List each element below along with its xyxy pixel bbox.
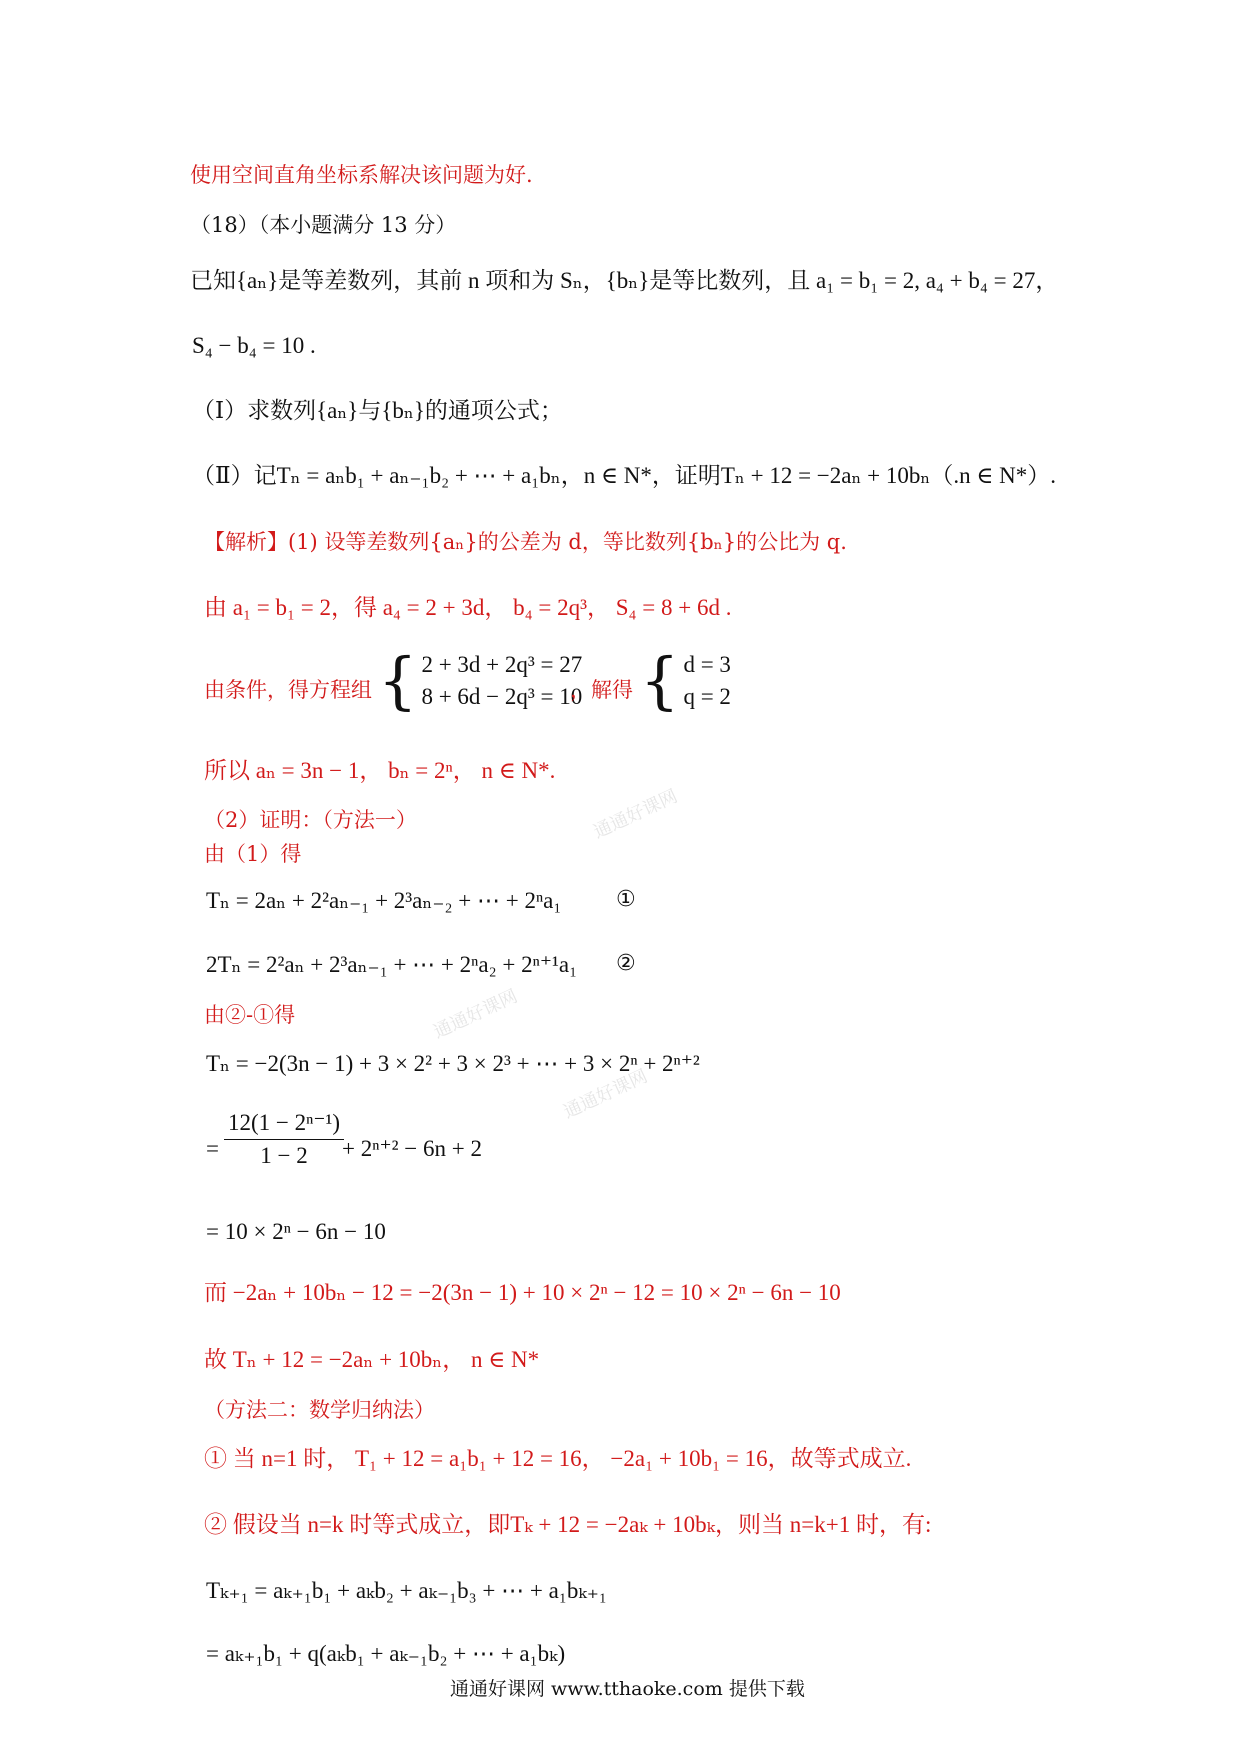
footer: 通通好课网 www.tthaoke.com 提供下载 [450, 1678, 805, 1700]
proof-from1: 由（1）得 [204, 842, 302, 866]
equation-2-mark: ② [616, 951, 636, 976]
fraction-denominator: 1 − 2 [260, 1143, 308, 1168]
left-brace-icon: { [640, 644, 680, 717]
equation-system-1 [378, 644, 583, 717]
left-brace-icon: { [378, 644, 418, 717]
solution-step1: 由 a₁ = b₁ = 2，得 a₄ = 2 + 3d， b₄ = 2q³， S₄ = 8 + 6d . [204, 595, 732, 620]
induction-case2: ② 假设当 n=k 时等式成立，即Tₖ + 12 = −2aₖ + 10bₖ，则当 n=k+1 时，有: [204, 1512, 932, 1537]
system1-equation: 2 + 3d + 2q³ = 27 [421, 652, 583, 677]
equation-2: 2Tₙ = 2²aₙ + 2³aₙ₋₁ + ⋯ + 2ⁿa₂ + 2ⁿ⁺¹a₁ [206, 952, 578, 977]
problem-part1: （Ⅰ）求数列{aₙ}与{bₙ}的通项公式； [192, 398, 563, 423]
equation-4-prefix: = [206, 1136, 219, 1161]
solution-step2-solve: ，解得 [570, 678, 633, 702]
equation-5: = 10 × 2ⁿ − 6n − 10 [206, 1219, 386, 1244]
induction-case1: ① 当 n=1 时， T₁ + 12 = a₁b₁ + 12 = 16， −2a₁ + 10b₁ = 16，故等式成立. [204, 1446, 912, 1471]
solution-step2-label: 由条件，得方程组 [204, 678, 372, 702]
equation-7: 故 Tₙ + 12 = −2aₙ + 10bₙ， n ∈ N* [204, 1347, 540, 1372]
equation-6: 而 −2aₙ + 10bₙ − 12 = −2(3n − 1) + 10 × 2ⁿ − 12 = 10 × 2ⁿ − 6n − 10 [204, 1280, 841, 1305]
equation-4-rest: + 2ⁿ⁺² − 6n + 2 [342, 1136, 482, 1161]
problem-part2: （Ⅱ）记Tₙ = aₙb₁ + aₙ₋₁b₂ + ⋯ + a₁bₙ，n ∈ N*，证明Tₙ + 12 = −2aₙ + 10bₙ（.n ∈ N*）. [192, 463, 1056, 488]
system2-equation: d = 3 [683, 652, 731, 677]
system1-equation: 8 + 6d − 2q³ = 10 [421, 684, 583, 709]
equation-system-2 [640, 644, 731, 717]
problem-statement-line2: S₄ − b₄ = 10 . [192, 333, 316, 358]
method2-heading: （方法二：数学归纳法） [204, 1398, 435, 1422]
system2-equation: q = 2 [683, 684, 731, 709]
fraction [224, 1110, 344, 1169]
equation-9: = aₖ₊₁b₁ + q(aₖb₁ + aₖ₋₁b₂ + ⋯ + a₁bₖ) [206, 1641, 566, 1666]
equation-8: Tₖ₊₁ = aₖ₊₁b₁ + aₖb₂ + aₖ₋₁b₃ + ⋯ + a₁bₖ₊₁ [206, 1578, 607, 1603]
problem-statement-line1: 已知{aₙ}是等差数列，其前 n 项和为 Sₙ，{bₙ}是等比数列，且 a₁ = b₁ = 2, a₄ + b₄ = 27， [190, 268, 1059, 293]
equation-1-mark: ① [616, 887, 636, 912]
watermark: 通通好课网 [430, 985, 521, 1042]
subtract-note: 由②-①得 [204, 1003, 296, 1027]
solution-step3: 所以 aₙ = 3n − 1， bₙ = 2ⁿ， n ∈ N*. [204, 758, 556, 783]
equation-3: Tₙ = −2(3n − 1) + 3 × 2² + 3 × 2³ + ⋯ + 3 × 2ⁿ + 2ⁿ⁺² [206, 1051, 700, 1076]
problem-header: （18）（本小题满分 13 分） [190, 213, 457, 237]
watermark: 通通好课网 [590, 785, 681, 842]
fraction-numerator: 12(1 − 2ⁿ⁻¹) [224, 1110, 344, 1140]
solution-analysis: 【解析】(1) 设等差数列{aₙ}的公差为 d，等比数列{bₙ}的公比为 q. [204, 530, 847, 554]
watermark: 通通好课网 [560, 1065, 651, 1122]
intro-note: 使用空间直角坐标系解决该问题为好. [190, 163, 533, 187]
proof-heading: （2）证明：（方法一） [204, 808, 417, 832]
equation-1: Tₙ = 2aₙ + 2²aₙ₋₁ + 2³aₙ₋₂ + ⋯ + 2ⁿa₁ [206, 888, 562, 913]
